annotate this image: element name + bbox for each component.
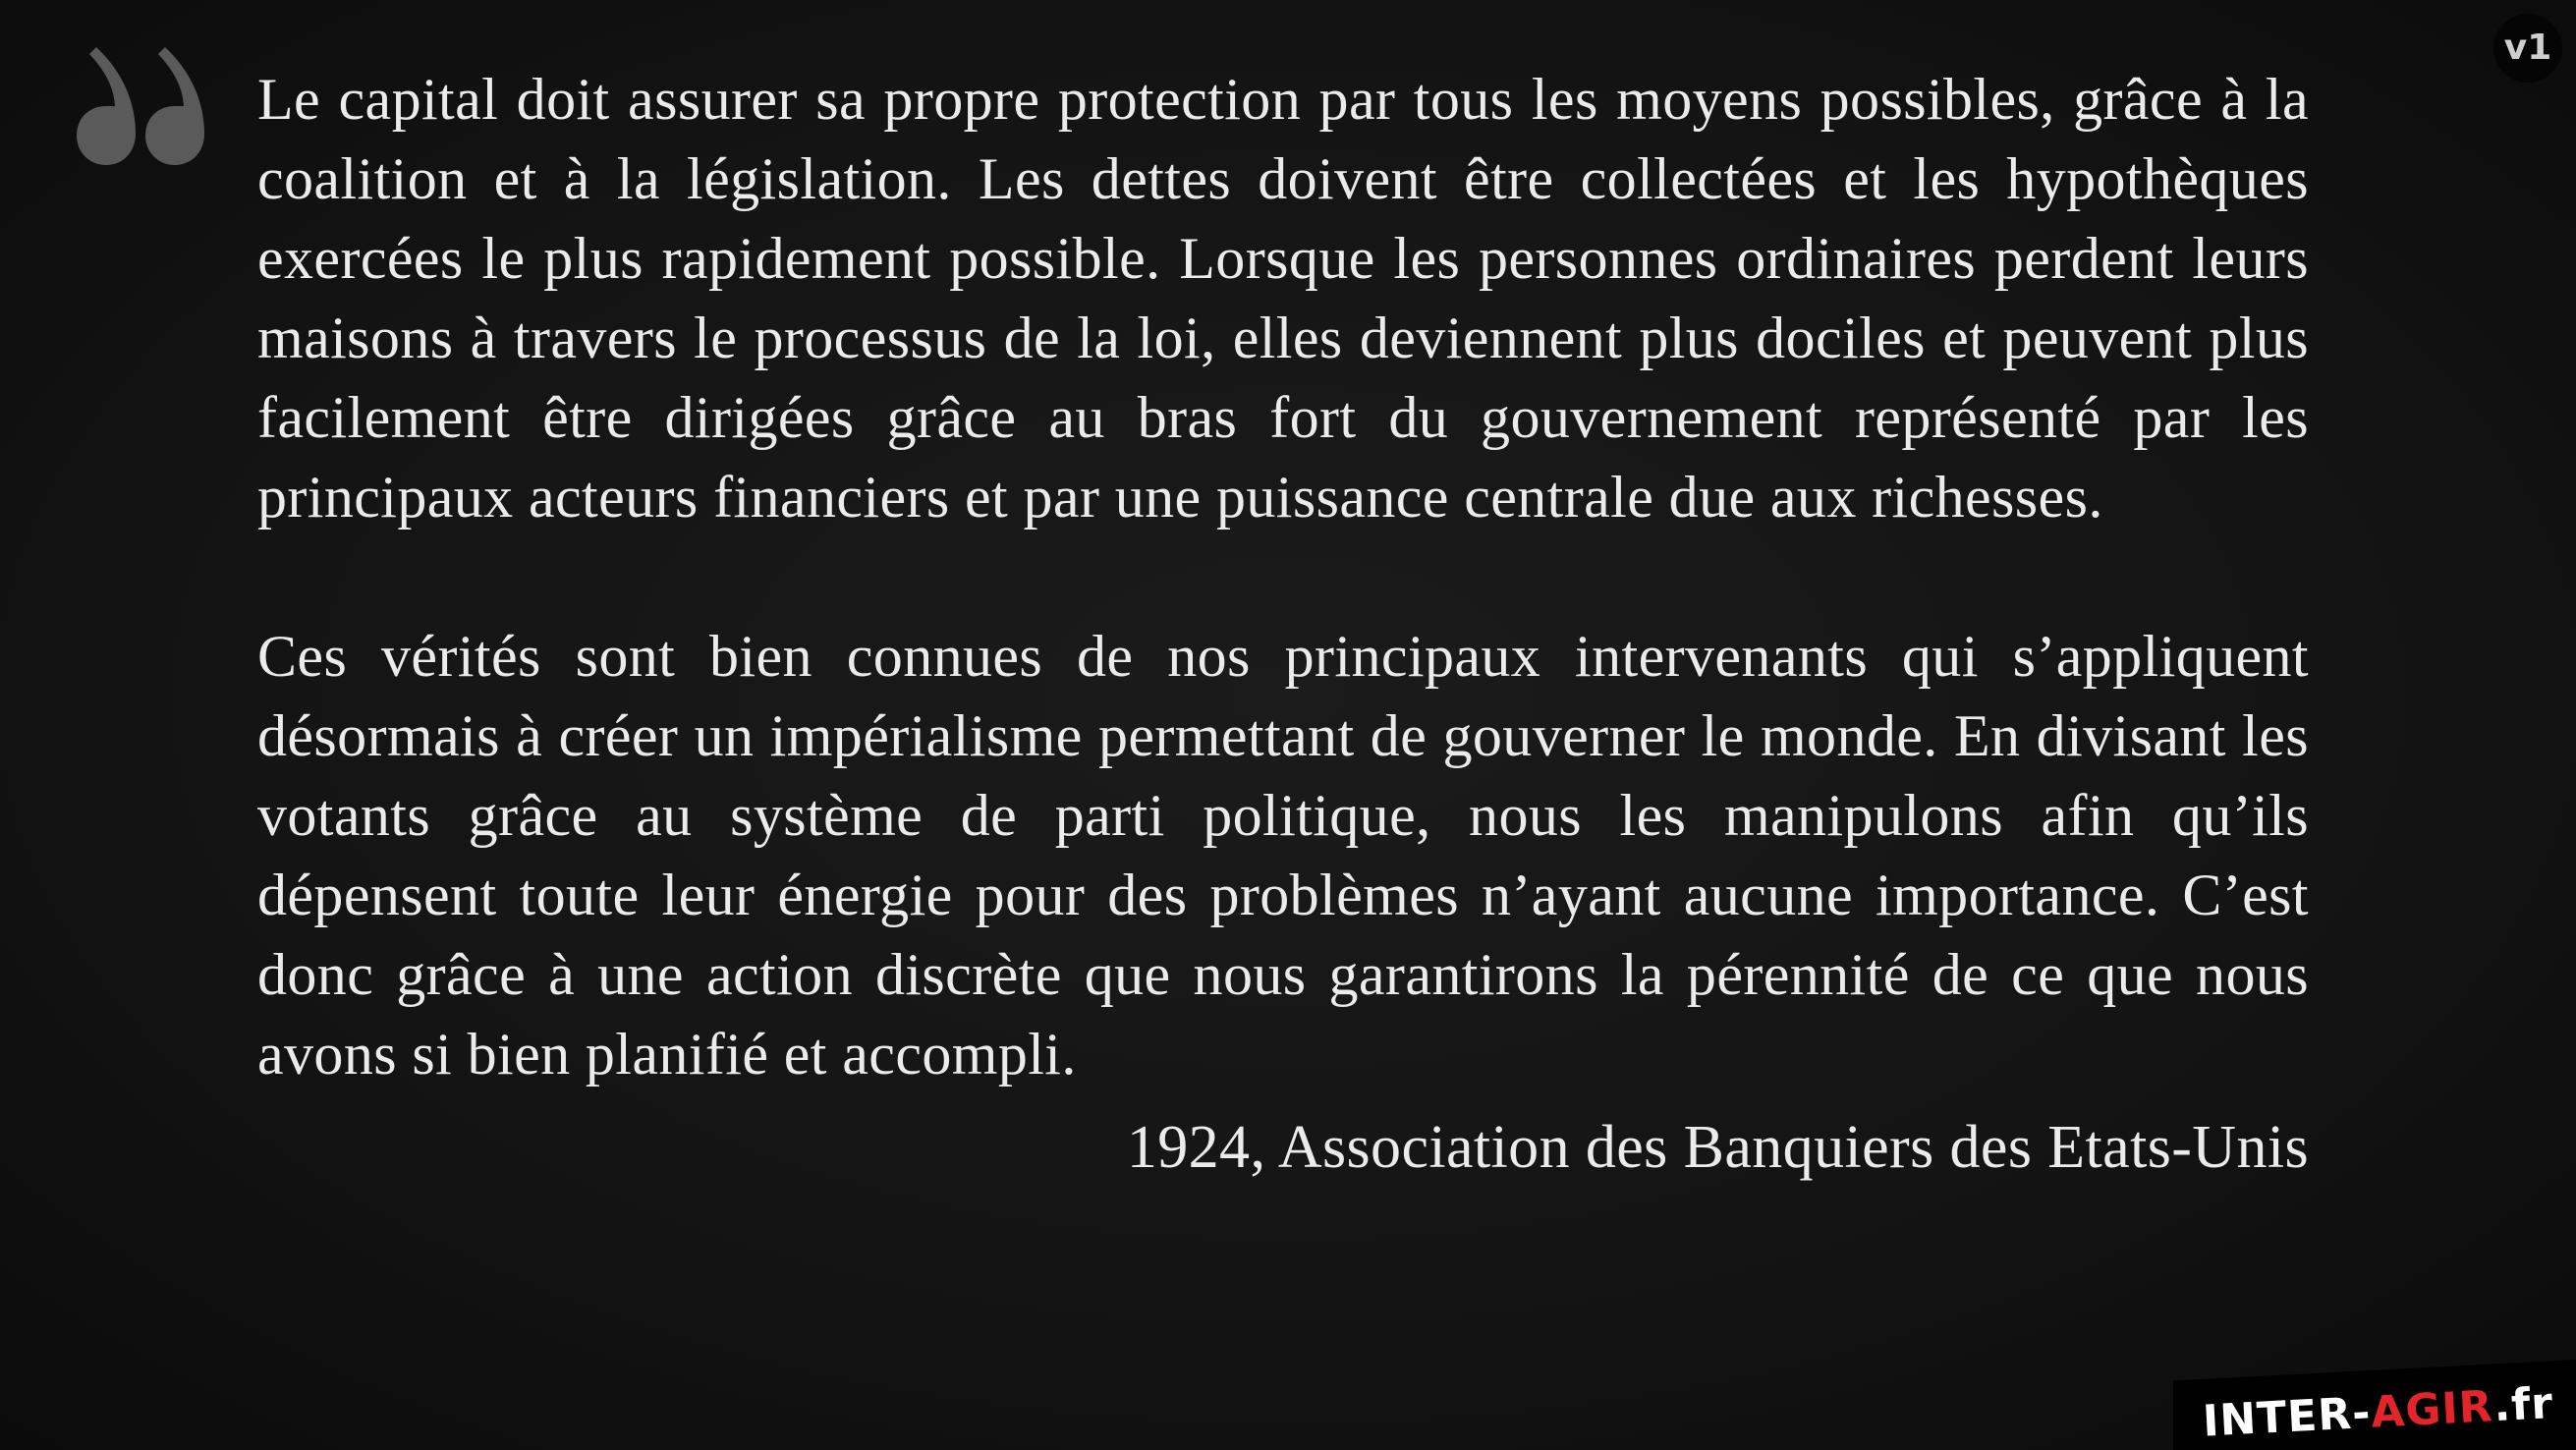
quote-paragraph-1: Le capital doit assurer sa propre protection par tous les moyens possibles, grâce à la coalition et à la législation. Les dettes doivent être collectées et les hypothèques exercées le plus rapidement possible. Lorsque les personnes ordinaires perdent leurs maisons à travers le processus de la loi, elles deviennent plus dociles et peuvent plus facilement être dirigées grâce au bras fort du gouvernement représenté par les principaux acteurs financiers et par une puissance centrale due aux richesses. [257, 67, 2309, 530]
quote-attribution: 1924, Association des Banquiers des Etats-Unis [1126, 1114, 2309, 1181]
opening-quote-icon [67, 29, 214, 177]
quote-paragraph-2: Ces vérités sont bien connues de nos principaux intervenants qui s’appliquent désormais à créer un impérialisme permettant de gouverner le monde. En divisant les votants grâce au système de parti politique, nous les manipulons afin qu’ils dépensent toute leur énergie pour des problèmes n’ayant aucune importance. C’est donc grâce à une action discrète que nous garantirons la pérennité de ce que nous avons si bien planifié et accompli. [257, 624, 2309, 1087]
brand-prefix: INTER- [2201, 1387, 2373, 1447]
brand-suffix: .fr [2492, 1378, 2554, 1432]
version-badge: v1 [2493, 14, 2562, 83]
brand-accent: AGIR [2369, 1381, 2495, 1438]
quote-body [257, 60, 2309, 1189]
